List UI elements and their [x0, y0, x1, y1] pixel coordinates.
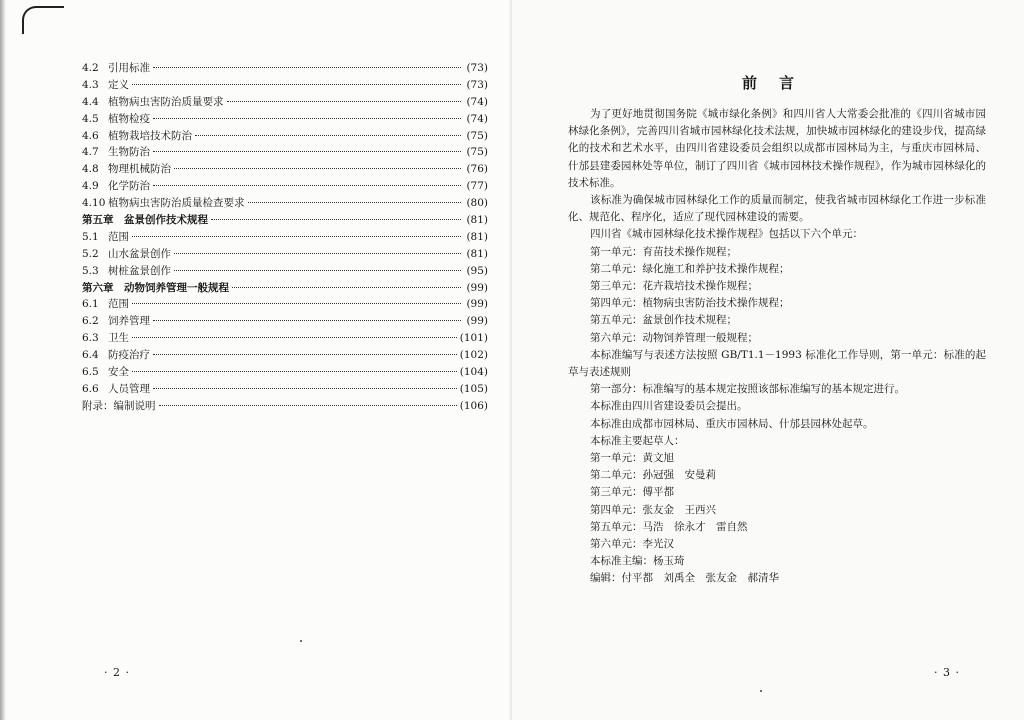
toc-entry-title: 定义 — [108, 78, 129, 91]
toc-entry-page: (104) — [459, 366, 488, 379]
toc-entry-number: 4.10 — [82, 197, 106, 210]
toc-leader-dots — [132, 235, 461, 237]
preface-line: 第二单元：孙冠强 安曼莉 — [590, 469, 716, 482]
units-intro: 四川省《城市园林绿化技术操作规程》包括以下六个单元： — [590, 228, 863, 241]
toc-entry-page: (75) — [466, 146, 488, 159]
toc-leader-dots — [153, 319, 461, 321]
toc-leader-dots — [174, 167, 461, 169]
toc-entry-page: (75) — [466, 129, 488, 142]
toc-entry — [82, 229, 488, 246]
preface-paragraph-3: 本标准编写与表述方法按照 GB/T1.1－1993 标准化工作导则，第一单元：标准的起草与表述规则 — [568, 348, 986, 379]
unit-line: 第一单元：育苗技术操作规程； — [590, 245, 737, 258]
toc-entry — [82, 280, 488, 297]
preface-line: 第三单元：傅平都 — [590, 486, 674, 499]
toc-leader-dots — [153, 150, 461, 152]
toc-entry — [82, 161, 488, 178]
toc-entry-title: 附录：编制说明 — [82, 399, 156, 412]
toc-entry-title: 范围 — [108, 298, 129, 311]
toc-leader-dots — [227, 100, 462, 102]
preface-line: 第一单元：黄文旭 — [590, 452, 674, 465]
toc-leader-dots — [153, 66, 461, 68]
toc-entry-number: 6.3 — [82, 332, 99, 345]
page-edge-shadow — [0, 0, 6, 720]
toc-entry — [82, 398, 488, 415]
toc-entry — [82, 111, 488, 128]
toc-entry-title: 物理机械防治 — [108, 163, 171, 176]
page-number-left: · 2 · — [104, 666, 130, 679]
toc-entry-page: (102) — [459, 349, 488, 362]
preface-line: 本标准由成都市园林局、重庆市园林局、什邡县园林处起草。 — [590, 417, 874, 430]
toc-entry-number: 6.6 — [82, 382, 99, 395]
toc-leader-dots — [132, 83, 461, 85]
unit-line: 第五单元：盆景创作技术规程； — [590, 314, 737, 327]
toc-entry — [82, 94, 488, 111]
toc-entry-title: 植物病虫害防治质量检查要求 — [108, 197, 245, 210]
toc-entry — [82, 330, 488, 347]
toc-entry — [82, 347, 488, 364]
drafters-list — [568, 381, 986, 587]
toc-leader-dots — [211, 218, 461, 220]
table-of-contents — [82, 60, 488, 415]
toc-entry-number: 5.3 — [82, 264, 99, 277]
toc-entry-number: 4.6 — [82, 129, 99, 142]
toc-leader-dots — [248, 201, 462, 203]
toc-entry-page: (74) — [466, 95, 488, 108]
toc-entry-title: 第六章 动物饲养管理一般规程 — [82, 281, 229, 294]
toc-entry-page: (73) — [466, 78, 488, 91]
toc-entry-title: 卫生 — [108, 332, 129, 345]
toc-leader-dots — [132, 302, 461, 304]
unit-line: 第三单元：花卉栽培技术操作规程； — [590, 280, 758, 293]
preface-line: 本标准由四川省建设委员会提出。 — [590, 400, 748, 413]
toc-entry-page: (101) — [459, 332, 488, 345]
toc-entry-title: 生物防治 — [108, 146, 150, 159]
toc-entry-page: (77) — [466, 180, 488, 193]
preface-line: 第四单元：张友金 王西兴 — [590, 503, 716, 516]
toc-entry-number: 4.4 — [82, 95, 99, 108]
toc-entry-page: (73) — [466, 62, 488, 74]
preface-body — [568, 106, 986, 588]
preface-line: 本标准主编：杨玉琦 — [590, 555, 685, 568]
toc-entry-number: 4.9 — [82, 180, 99, 193]
toc-entry — [82, 178, 488, 195]
toc-entry-title: 植物检疫 — [108, 112, 150, 125]
toc-entry — [82, 144, 488, 161]
toc-leader-dots — [132, 336, 457, 338]
toc-entry-title: 植物栽培技术防治 — [108, 129, 192, 142]
toc-entry — [82, 77, 488, 94]
toc-entry — [82, 60, 488, 77]
unit-line: 第二单元：绿化施工和养护技术操作规程； — [590, 262, 790, 275]
toc-entry-number: 6.1 — [82, 298, 99, 311]
toc-entry — [82, 212, 488, 229]
toc-entry-page: (95) — [466, 264, 488, 277]
toc-entry-page: (99) — [466, 315, 488, 328]
toc-entry-page: (76) — [466, 163, 488, 176]
toc-entry — [82, 296, 488, 313]
toc-leader-dots — [174, 252, 461, 254]
toc-entry-title: 植物病虫害防治质量要求 — [108, 95, 224, 108]
toc-entry-title: 山水盆景创作 — [108, 247, 171, 260]
toc-entry-number: 6.5 — [82, 366, 99, 379]
preface-paragraph-2: 该标准为确保城市园林绿化工作的质量而制定，使我省城市园林绿化工作进一步标准化、规范化、程序化，适应了现代园林建设的需要。 — [568, 194, 986, 224]
toc-entry — [82, 263, 488, 280]
toc-leader-dots — [159, 404, 457, 406]
toc-entry-title: 饲养管理 — [108, 315, 150, 328]
toc-entry-page: (99) — [466, 298, 488, 311]
units-list — [568, 244, 986, 347]
toc-entry-title: 第五章 盆景创作技术规程 — [82, 214, 208, 227]
toc-entry-page: (80) — [466, 197, 488, 210]
toc-entry-number: 4.2 — [82, 62, 99, 74]
toc-entry — [82, 246, 488, 263]
toc-leader-dots — [132, 370, 457, 372]
preface-line: 第五单元：马浩 徐永才 雷自然 — [590, 520, 748, 533]
page-number-right: · 3 · — [934, 666, 960, 679]
toc-entry-page: (81) — [466, 247, 488, 260]
toc-entry — [82, 381, 488, 398]
toc-entry-number: 4.5 — [82, 112, 99, 125]
toc-entry-page: (81) — [466, 214, 488, 227]
toc-leader-dots — [153, 353, 457, 355]
toc-entry-number: 4.7 — [82, 146, 99, 159]
preface-line: 编辑：付平都 刘禹全 张友金 郝清华 — [590, 572, 779, 585]
toc-entry-page: (81) — [466, 230, 488, 243]
toc-entry-title: 树桩盆景创作 — [108, 264, 171, 277]
toc-entry-number: 6.4 — [82, 349, 99, 362]
preface-paragraph-1: 为了更好地贯彻国务院《城市绿化条例》和四川省人大常委会批准的《四川省城市园林绿化条例》，完善四川省城市园林绿化技术法规，加快城市园林绿化的建设步伐，提高绿化的技术和艺术水平，由四川省建设委员会组织以成都市园林局为主，与重庆市园林局、什邡县建委园林处等单位，制订了四川省《城市园林技术操作规程》，作为城市园林绿化的技术标准。 — [568, 108, 986, 189]
toc-entry-page: (106) — [459, 399, 488, 412]
toc-entry-title: 范围 — [108, 230, 129, 243]
toc-entry-title: 防疫治疗 — [108, 349, 150, 362]
toc-entry-number: 4.8 — [82, 163, 99, 176]
toc-entry — [82, 195, 488, 212]
toc-entry — [82, 128, 488, 145]
toc-leader-dots — [153, 184, 461, 186]
toc-leader-dots — [232, 286, 461, 288]
preface-line: 第六单元：李光汉 — [590, 538, 674, 551]
toc-entry-title: 安全 — [108, 366, 129, 379]
toc-leader-dots — [153, 387, 457, 389]
unit-line: 第四单元：植物病虫害防治技术操作规程； — [590, 297, 790, 310]
toc-entry-number: 4.3 — [82, 78, 99, 91]
toc-entry-number: 6.2 — [82, 315, 99, 328]
unit-line: 第六单元：动物饲养管理一般规程； — [590, 331, 758, 344]
toc-entry — [82, 313, 488, 330]
toc-leader-dots — [153, 117, 461, 119]
preface-title: 前言 — [741, 74, 816, 92]
preface-line: 本标准主要起草人： — [590, 434, 685, 447]
scan-speck — [300, 640, 302, 642]
toc-leader-dots — [195, 134, 461, 136]
toc-entry-page: (99) — [466, 281, 488, 294]
toc-entry — [82, 364, 488, 381]
toc-entry-page: (74) — [466, 112, 488, 125]
toc-entry-number: 5.2 — [82, 247, 99, 260]
toc-entry-title: 人员管理 — [108, 382, 150, 395]
toc-entry-page: (105) — [459, 382, 488, 395]
scan-speck — [760, 690, 762, 692]
corner-scan-mark — [22, 6, 64, 34]
toc-entry-number: 5.1 — [82, 230, 99, 243]
toc-entry-title: 化学防治 — [108, 180, 150, 193]
preface-line: 第一部分：标准编写的基本规定按照该部标准编写的基本规定进行。 — [590, 383, 905, 396]
toc-entry-title: 引用标准 — [108, 62, 150, 74]
toc-leader-dots — [174, 269, 461, 271]
